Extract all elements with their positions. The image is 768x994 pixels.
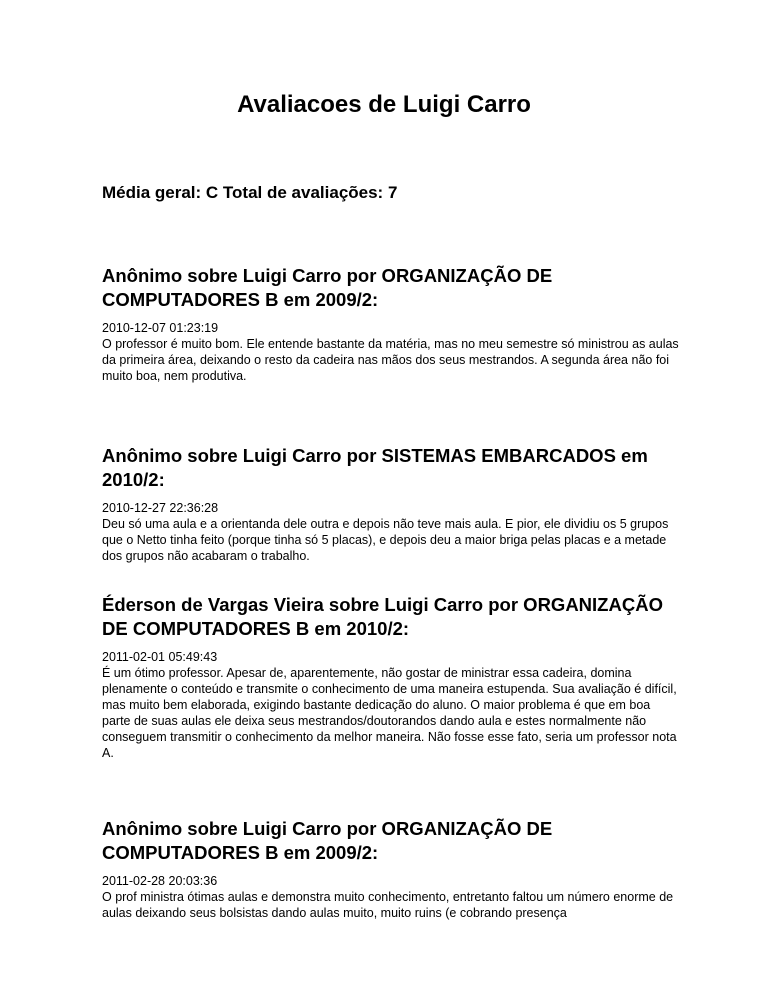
page-title: Avaliacoes de Luigi Carro [237,91,531,118]
review-heading: Anônimo sobre Luigi Carro por ORGANIZAÇÃO DE COMPUTADORES B em 2009/2: [102,265,553,310]
review-date: 2010-12-07 01:23:19 [102,321,219,335]
review-heading: Anônimo sobre Luigi Carro por ORGANIZAÇÃO DE COMPUTADORES B em 2009/2: [102,818,553,863]
review-text: O prof ministra ótimas aulas e demonstra muito conhecimento, entretanto faltou um número enorme de aulas deixando seus bolsistas dando aulas muito, muito ruins (e cobrando presença [102,890,674,920]
review-entry [102,264,682,384]
review-heading: Éderson de Vargas Vieira sobre Luigi Carro por ORGANIZAÇÃO DE COMPUTADORES B em 2010/2: [102,594,663,639]
review-entry [102,444,682,564]
review-entry [102,593,682,761]
review-date: 2011-02-01 05:49:43 [102,650,218,664]
rating-summary: Média geral: C Total de avaliações: 7 [102,183,398,202]
review-text: É um ótimo professor. Apesar de, aparentemente, não gostar de ministrar essa cadeira, domina plenamente o conteúdo e transmite o conhecimento de uma maneira estupenda. Sua avaliação é difícil, mas muito bem elaborada, exigindo bastante dedicação do aluno. O maior problema é que em boa parte de suas aulas ele deixa seus mestrandos/doutorandos dando aula e estes normalmente não conseguem transmitir o conhecimento da melhor maneira. Não fosse esse fato, seria um professor nota A. [102,666,677,760]
review-text: Deu só uma aula e a orientanda dele outra e depois não teve mais aula. E pior, ele dividiu os 5 grupos que o Netto tinha feito (porque tinha só 5 placas), e depois deu a maior briga pelas placas e a metade dos grupos não acabaram o trabalho. [102,517,669,563]
review-heading: Anônimo sobre Luigi Carro por SISTEMAS EMBARCADOS em 2010/2: [102,445,648,490]
review-date: 2010-12-27 22:36:28 [102,501,219,515]
review-entry [102,817,682,921]
review-text: O professor é muito bom. Ele entende bastante da matéria, mas no meu semestre só ministrou as aulas da primeira área, deixando o resto da cadeira nas mãos dos seus mestrandos. A segunda área não foi muito boa, nem produtiva. [102,337,679,383]
review-date: 2011-02-28 20:03:36 [102,874,218,888]
